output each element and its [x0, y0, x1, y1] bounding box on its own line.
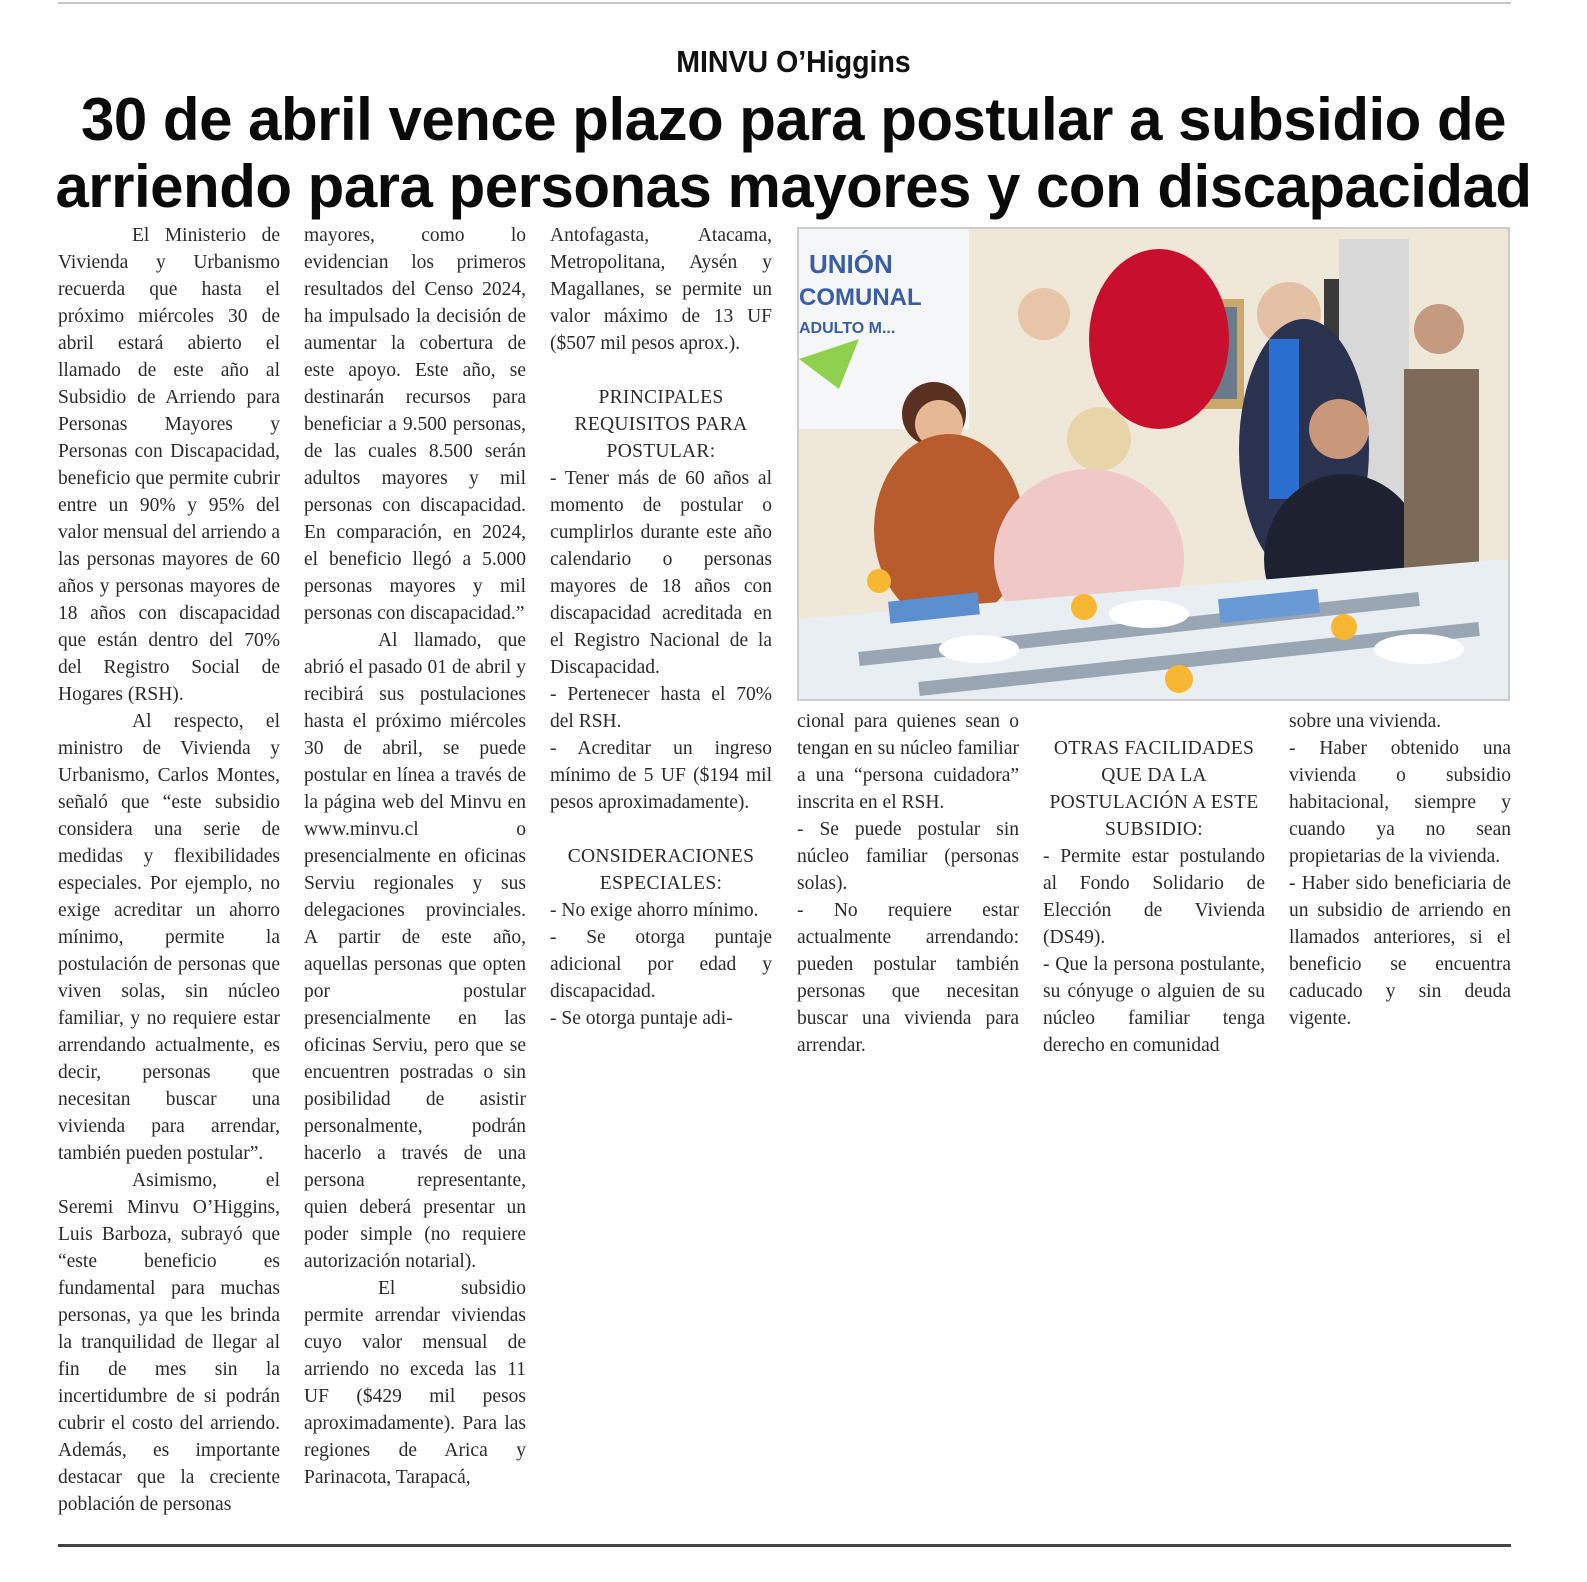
top-rule [58, 2, 1511, 4]
consideration-item: - Se otorga puntaje adi- [550, 1008, 733, 1029]
subheading-line: SUBSIDIO: [1104, 819, 1204, 840]
banner-text: COMUNAL [799, 284, 922, 311]
paragraph-intro: El Ministerio de Vivienda y Urbanismo recuerda que hasta el próximo miércoles 30 de abril estará abierto el llamado de este año al Subsidio de Arriendo para Personas Mayores y Personas con Discapacidad, beneficio que permite cubrir entre un 90% y 95% del valor mensual del arriendo a las personas mayores de 60 años y personas mayores de 18 años con discapacidad que están dentro del 70% del Registro Social de Hogares (RSH). [58, 225, 280, 705]
paragraph-minister: Al respecto, el ministro de Vivienda y Urbanismo, Carlos Montes, señaló que “este subsidio considera una serie de medidas y flexibilidades especiales. Por ejemplo, no exige acreditar un ahorro mínimo, permite la postulación de personas que viven solas, sin núcleo familiar, y no requiere estar arrendando actualmente, es decir, personas que necesitan buscar una vivienda para arrendar, también pueden postular”. [58, 711, 280, 1164]
article-column-3 [550, 222, 772, 1032]
subheading-requisitos [550, 384, 772, 465]
article-column-2 [304, 222, 526, 1491]
paragraph-continuation: sobre una vivienda. [1289, 711, 1442, 732]
facility-item: - Que la persona postulante, su cónyuge o alguien de su núcleo familiar tenga derecho en comunidad [1043, 954, 1265, 1056]
consideration-item: - No exige ahorro mínimo. [550, 900, 759, 921]
banner-text: ADULTO M... [799, 320, 896, 337]
paragraph-regions: Antofagasta, Atacama, Metropolitana, Aysén y Magallanes, se permite un valor máximo de 13 UF ($507 mil pesos aprox.). [550, 225, 772, 354]
paragraph-seremi: Asimismo, el Seremi Minvu O’Higgins, Luis Barboza, subrayó que “este beneficio es fundamental para muchas personas, ya que les brinda la tranquilidad de llegar al fin de mes sin la incertidumbre de si podrán cubrir el costo del arriendo. Además, es importante destacar que la creciente población de personas [58, 1170, 280, 1515]
paragraph-census: mayores, como lo evidencian los primeros resultados del Censo 2024, ha impulsado la decisión de aumentar la cobertura de este apoyo. Este año, se destinarán recursos para beneficiar a 9.500 personas, de las cuales 8.500 serán adultos mayores y mil personas con discapacidad. En comparación, en 2024, el beneficio llegó a 5.000 personas mayores y mil personas con discapacidad.” [304, 225, 526, 624]
facility-item: - Permite estar postulando al Fondo Solidario de Elección de Vivienda (DS49). [1043, 846, 1265, 948]
paragraph-application: Al llamado, que abrió el pasado 01 de abril y recibirá sus postulaciones hasta el próximo miércoles 30 de abril, se puede postular en línea a través de la página web del Minvu en www.minvu.cl o presencialmente en oficinas Serviu regionales y sus delegaciones provinciales. A partir de este año, aquellas personas que opten por postular presencialmente en las oficinas Serviu, pero que se encuentren postradas o sin posibilidad de asistir personalmente, podrán hacerlo a través de una persona representante, quien deberá presentar un poder simple (no requiere autorización notarial). [304, 630, 526, 1272]
facility-item: - Haber obtenido una vivienda o subsidio habitacional, siempre y cuando ya no sean propietarias de la vivienda. [1289, 738, 1511, 867]
headline-line-2: arriendo para personas mayores y con discapacidad [55, 153, 1532, 220]
article-column-5 [1043, 708, 1265, 1059]
subheading-line: REQUISITOS PARA [574, 414, 748, 435]
subheading-facilidades [1043, 735, 1265, 843]
requirement-item: - Pertenecer hasta el 70% del RSH. [550, 684, 772, 732]
paragraph-value: El subsidio permite arrendar viviendas cuyo valor mensual de arriendo no exceda las 11 UF ($429 mil pesos aproximadamente). Para las regiones de Arica y Parinacota, Tarapacá, [304, 1278, 526, 1488]
article-column-1 [58, 222, 280, 1518]
subheading-line: ESPECIALES: [599, 873, 723, 894]
subheading-line: OTRAS FACILIDADES [1053, 738, 1255, 759]
subheading-consideraciones [550, 843, 772, 897]
section-kicker: MINVU O’Higgins [676, 44, 911, 79]
consideration-item: - Se puede postular sin núcleo familiar (personas solas). [797, 819, 1019, 894]
headline [40, 86, 1547, 220]
bottom-rule [58, 1544, 1511, 1547]
paragraph-caregiver: cional para quienes sean o tengan en su núcleo familiar a una “persona cuidadora” inscrita en el RSH. [797, 711, 1019, 813]
subheading-line: POSTULAR: [606, 441, 716, 462]
article-photo [797, 227, 1510, 701]
banner-text: UNIÓN [809, 249, 893, 279]
photo-illustration [799, 229, 1508, 699]
subheading-line: CONSIDERACIONES [567, 846, 755, 867]
consideration-item: - No requiere estar actualmente arrendando: pueden postular también personas que necesitan buscar una vivienda para arrendar. [797, 900, 1019, 1056]
subheading-line: PRINCIPALES [598, 387, 724, 408]
headline-line-1: 30 de abril vence plazo para postular a subsidio de [81, 86, 1506, 153]
subheading-line: POSTULACIÓN A ESTE [1049, 792, 1259, 813]
subheading-line: QUE DA LA [1101, 765, 1207, 786]
article-column-4 [797, 708, 1019, 1059]
requirement-item: - Acreditar un ingreso mínimo de 5 UF ($194 mil pesos aproximadamente). [550, 738, 772, 813]
facility-item: - Haber sido beneficiaria de un subsidio de arriendo en llamados anteriores, si el beneficio se encuentra caducado y sin deuda vigente. [1289, 873, 1511, 1029]
requirement-item: - Tener más de 60 años al momento de postular o cumplirlos durante este año calendario o personas mayores de 18 años con discapacidad acreditada en el Registro Nacional de la Discapacidad. [550, 468, 772, 678]
consideration-item: - Se otorga puntaje adicional por edad y discapacidad. [550, 927, 772, 1002]
article-column-6 [1289, 708, 1511, 1032]
